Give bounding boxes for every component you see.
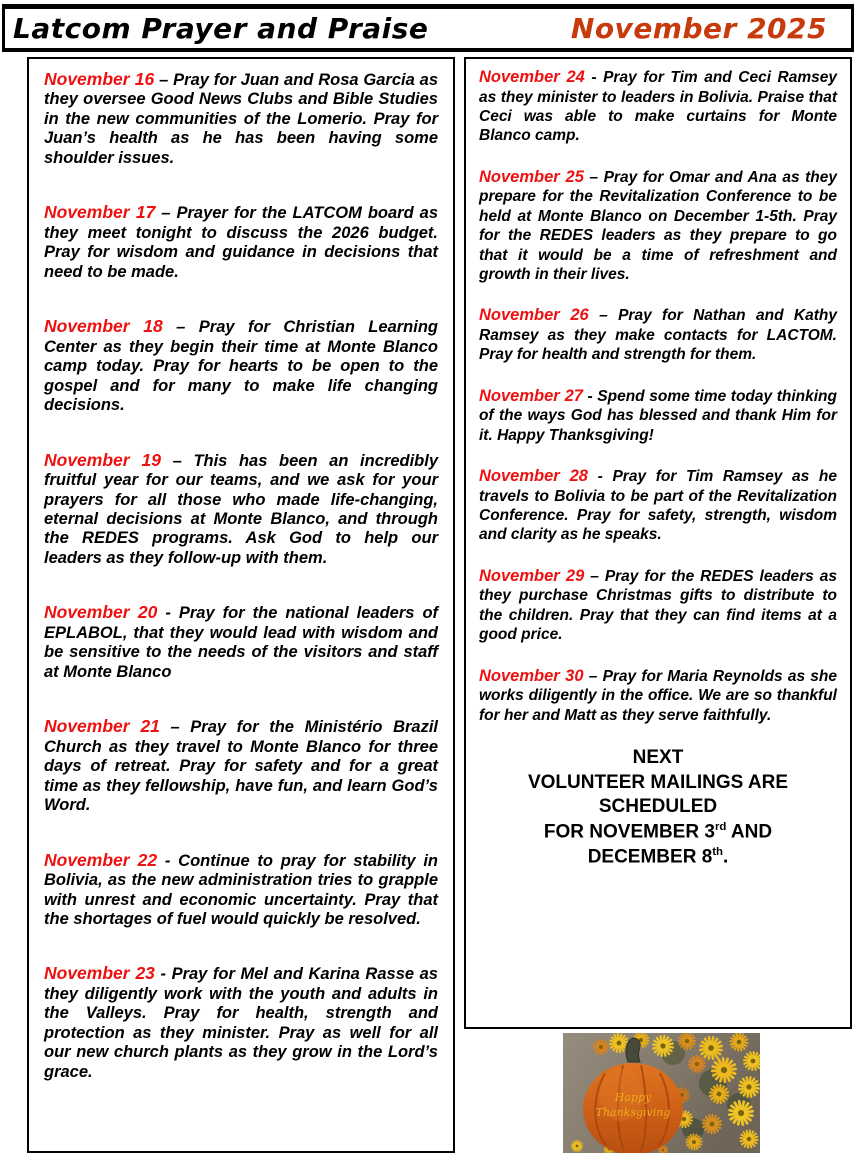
entry-separator: –: [172, 451, 182, 470]
entry-date: November 28: [479, 467, 588, 485]
entry-date: November 22: [44, 849, 158, 870]
entry-text: Pray for Maria Reynolds as she works diligently in the office. We are so thankful for her and Matt as they serve faithfully.: [479, 667, 838, 724]
entry-separator: -: [164, 851, 171, 870]
pumpkin-stem: [626, 1038, 640, 1062]
entry-date: November 21: [44, 716, 160, 737]
photo-caption-line1: Happy: [614, 1091, 652, 1104]
entry-date: November 30: [479, 666, 584, 685]
entry-separator: -: [160, 965, 166, 984]
prayer-entry: [479, 167, 837, 285]
entry-separator: -: [165, 604, 171, 623]
entry-date: November 27: [479, 386, 583, 405]
entry-text: Pray for the national leaders of EPLABOL, that they would lead with wisdom and be sensitive to the needs of the visitors and staff at Monte Blanco: [44, 604, 439, 681]
entry-separator: –: [176, 318, 186, 337]
entry-separator: –: [589, 168, 599, 186]
entry-date: November 23: [44, 963, 155, 984]
entry-separator: –: [170, 718, 180, 737]
entry-text: Pray for the REDES leaders as they purchase Christmas gifts to distribute to the children. Pray that they can find items at a good price.: [479, 567, 837, 644]
entry-text: Pray for Nathan and Kathy Ramsey as they make contacts for LACTOM. Pray for health and strength for them.: [479, 307, 837, 364]
prayer-entry: [479, 466, 837, 545]
entry-text: Pray for Mel and Karina Rasse as they diligently work with the youth and adults in the Valleys. Pray for health, strength and protection as they minister. Pray as well for all our new church plants as they grow in the Lord’s grace.: [44, 965, 438, 1081]
prayer-entry: [44, 450, 438, 569]
thanksgiving-photo: [563, 1033, 760, 1153]
prayer-entry: [44, 202, 438, 282]
entry-separator: -: [591, 69, 597, 86]
prayer-entry: [44, 850, 438, 930]
prayer-entry: [479, 566, 837, 645]
entry-text: Pray for Tim and Ceci Ramsey as they minister to leaders in Bolivia. Praise that Ceci was able to make curtains for Monte Blanco camp.: [479, 69, 838, 145]
entry-text: Pray for Omar and Ana as they prepare for the Revitalization Conference to be held at Monte Blanco on December 1-5th. Pray for the REDES leaders as they prepare to go that it would be a time of refreshment and growth in their lives.: [479, 168, 837, 283]
entry-text: Pray for the Ministério Brazil Church as they travel to Monte Blanco for three days of retreat. Pray for safety and for a great time as they fellowship, have fun, and learn God’s Word.: [44, 718, 439, 815]
prayer-entry: [44, 716, 438, 815]
mailing-notice-line: DECEMBER 8th.: [587, 845, 729, 868]
entry-text: Prayer for the LATCOM board as they meet tonight to discuss the 2026 budget. Pray for wisdom and guidance in decisions that need to be made.: [44, 204, 438, 281]
page-title: Latcom Prayer and Praise: [13, 12, 429, 45]
mailing-notice: [479, 746, 837, 870]
entry-separator: -: [597, 468, 603, 485]
header: [2, 4, 854, 52]
entry-separator: –: [159, 71, 169, 89]
prayer-entry: [479, 305, 837, 364]
mailing-notice-line: FOR NOVEMBER 3rd AND: [543, 820, 773, 843]
mailing-notice-line: NEXT: [632, 746, 684, 768]
entry-text: Pray for Juan and Rosa Garcia as they oversee Good News Clubs and Bible Studies in the new communities of the Lomerio. Pray for Juan’s health as he has been having some shoulder issues.: [44, 71, 439, 167]
entry-date: November 24: [479, 68, 585, 86]
prayer-entry: [44, 316, 438, 415]
prayer-entry: [479, 666, 837, 725]
right-column: [464, 57, 852, 1029]
entry-date: November 25: [479, 167, 584, 186]
prayer-entry: [44, 69, 438, 168]
entry-date: November 20: [44, 602, 158, 623]
prayer-entry: [44, 602, 438, 682]
entry-separator: –: [588, 667, 598, 685]
entry-date: November 29: [479, 566, 585, 585]
entry-date: November 26: [479, 306, 589, 325]
entry-separator: –: [590, 567, 599, 585]
entry-text: This has been an incredibly fruitful year for our teams, and we ask for your prayers for all those who made life-changing, eternal decisions at Monte Blanco, and through the REDES programs. Ask God to help our leaders as they follow-up with them.: [44, 451, 439, 567]
entry-date: November 19: [44, 449, 161, 470]
photo-caption-line2: Thanksgiving: [595, 1106, 671, 1119]
issue-date: November 2025: [570, 12, 827, 45]
entry-separator: -: [587, 387, 593, 405]
entry-text: Pray for Christian Learning Center as they begin their time at Monte Blanco camp today. Pray for hearts to be open to the gospel and for many to make life changing decisions.: [44, 318, 438, 415]
prayer-entry: [44, 963, 438, 1082]
entry-date: November 17: [44, 202, 156, 223]
entry-text: Continue to pray for stability in Bolivia, as the new administration tries to grapple with unrest and economic uncertainty. Pray that the shortages of fuel would quickly be resolved.: [44, 851, 438, 928]
mailing-notice-line: SCHEDULED: [598, 796, 718, 818]
prayer-entry: [479, 67, 837, 146]
entry-date: November 16: [44, 69, 155, 89]
prayer-entry: [479, 386, 837, 445]
entry-date: November 18: [44, 316, 163, 337]
mailing-notice-line: VOLUNTEER MAILINGS ARE: [527, 771, 789, 793]
entry-text: Pray for Tim Ramsey as he travels to Bolivia to be part of the Revitalization Conference. Pray for safety, strength, wisdom and clarity as he speaks.: [479, 468, 837, 544]
left-column: [27, 57, 455, 1153]
entry-text: Spend some time today thinking of the ways God has blessed and thank Him for it. Happy Thanksgiving!: [479, 387, 837, 444]
entry-separator: –: [599, 307, 608, 325]
entry-separator: –: [161, 204, 171, 223]
